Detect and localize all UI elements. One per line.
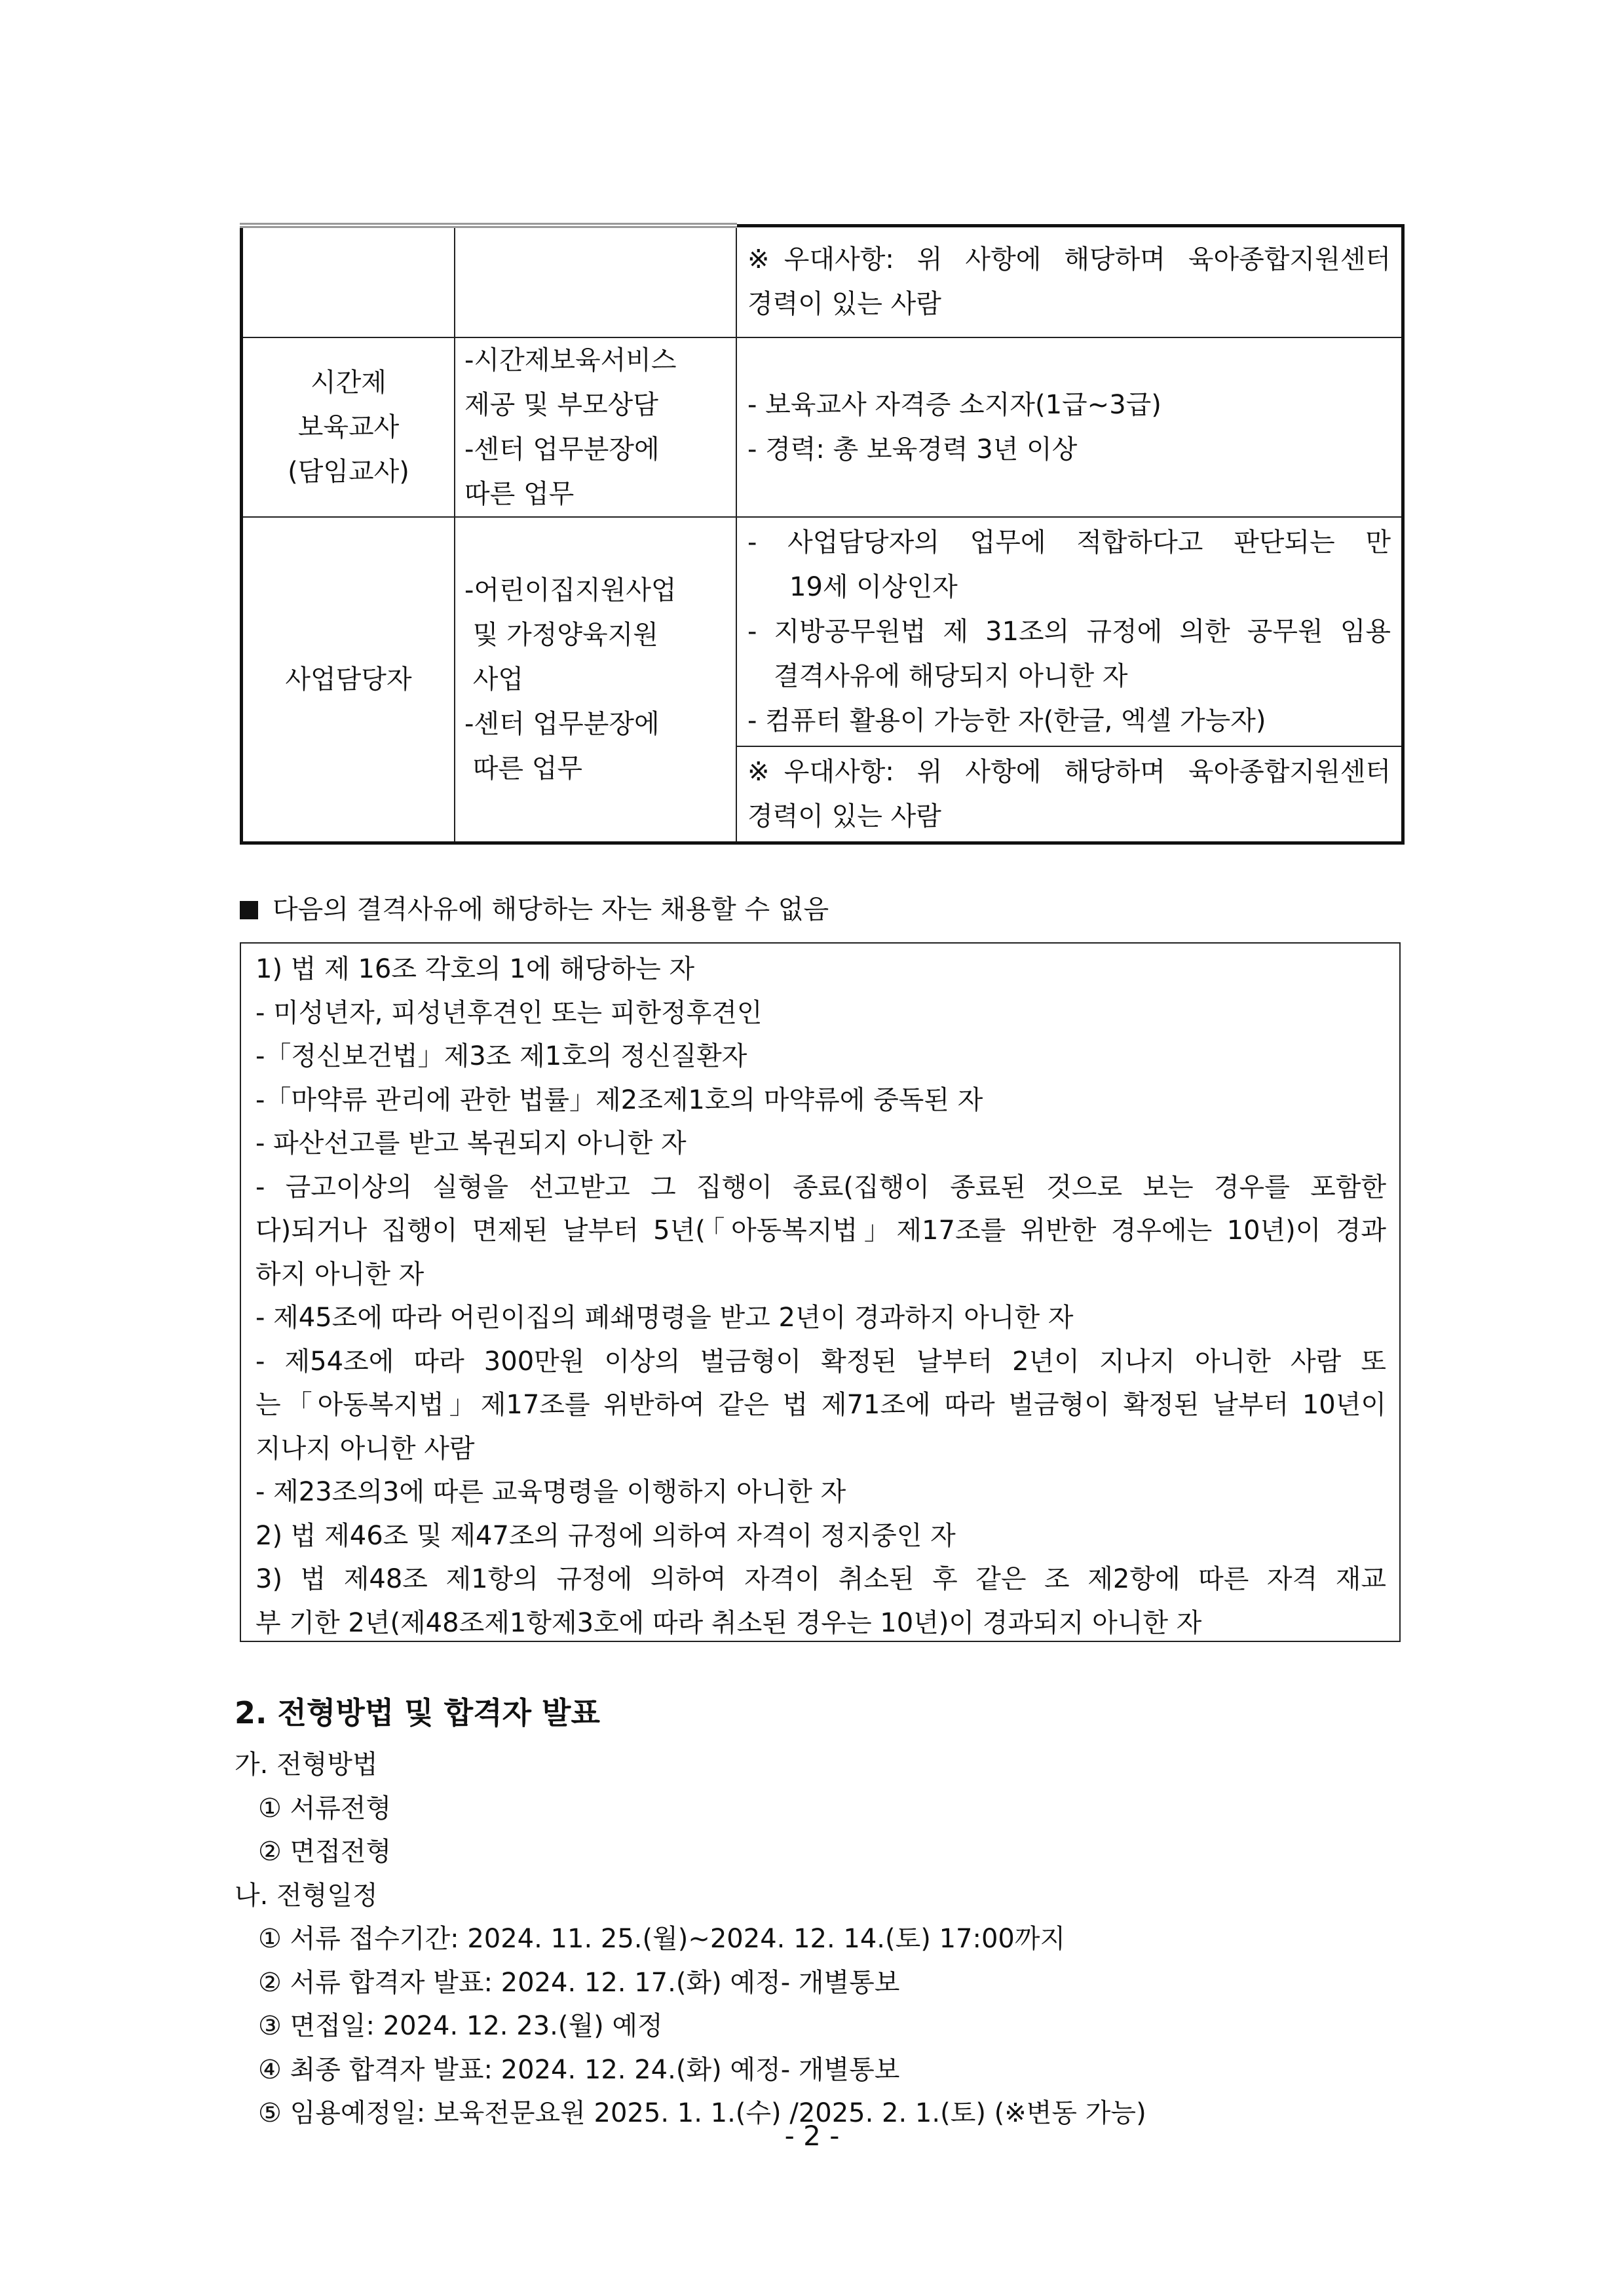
black-square-bullet-icon: [240, 901, 258, 919]
disqualification-line: - 금고이상의 실형을 선고받고 그 집행이 종료(집행이 종료된 것으로 보는 경우를 포함한: [255, 1172, 1386, 1202]
requirement-text: 19세 이상인자: [789, 572, 958, 602]
schedule-heading: 나. 전형일정: [235, 1880, 378, 1911]
role-cell: [242, 337, 455, 517]
method-heading: 가. 전형방법: [235, 1750, 378, 1780]
qualifications-table: [240, 223, 1405, 845]
duty-text: -어린이집지원사업: [464, 575, 677, 605]
requirements-cell: [736, 225, 1403, 337]
duty-text: -센터 업무분장에: [464, 709, 660, 739]
disqualification-line: 3) 법 제48조 제1항의 규정에 의하여 자격이 취소된 후 같은 조 제2항에 따른 자격 재교: [255, 1564, 1386, 1594]
table-row: [242, 225, 1403, 337]
disqualification-line: - 제45조에 따라 어린이집의 폐쇄명령을 받고 2년이 경과하지 아니한 자: [255, 1303, 1074, 1333]
disqualification-box: [240, 942, 1401, 1642]
preference-text: ※우대사항: 위 사항에 해당하며 육아종합지원센터: [747, 757, 1391, 787]
disqualification-line: 부 기한 2년(제48조제1항제3호에 따라 취소된 경우는 10년)이 경과되지 아니한 자: [255, 1607, 1202, 1638]
role-label: (담임교사): [288, 457, 409, 487]
requirement-text: - 경력: 총 보육경력 3년 이상: [747, 434, 1078, 465]
disqualification-line: 다)되거나 집행이 면제된 날부터 5년(「아동복지법」제17조를 위반한 경우에는 10년)이 경과: [255, 1215, 1386, 1246]
duties-cell: [455, 337, 736, 517]
duty-text: 제공 및 부모상담: [464, 390, 658, 420]
duty-text: 사업: [464, 664, 523, 695]
disqualification-line: -「정신보건법」제3조 제1호의 정신질환자: [255, 1041, 747, 1071]
list-item: ① 서류 접수기간: 2024. 11. 25.(월)~2024. 12. 14.(토) 17:00까지: [258, 1924, 1066, 1954]
preference-text: ※우대사항: 위 사항에 해당하며 육아종합지원센터: [747, 244, 1391, 275]
list-item: ⑤ 임용예정일: 보육전문요원 2025. 1. 1.(수) /2025. 2. 1.(토) (※변동 가능): [258, 2098, 1146, 2128]
duties-cell: [455, 517, 736, 843]
requirements-cell: [736, 517, 1403, 843]
disqualification-line: - 제54조에 따라 300만원 이상의 벌금형이 확정된 날부터 2년이 지나지 아니한 사람 또: [255, 1346, 1386, 1377]
list-item: ② 면접전형: [258, 1837, 392, 1867]
disqualification-line: - 제23조의3에 따른 교육명령을 이행하지 아니한 자: [255, 1477, 846, 1507]
preference-text: 경력이 있는 사람: [747, 289, 941, 320]
table-row: [242, 517, 1403, 843]
disqualification-line: 2) 법 제46조 및 제47조의 규정에 의하여 자격이 정지중인 자: [255, 1520, 956, 1551]
table-row: [242, 337, 1403, 517]
disqualification-line: 지나지 아니한 사람: [255, 1433, 475, 1464]
preference-text: 경력이 있는 사람: [747, 801, 941, 832]
requirements-cell: [736, 337, 1403, 517]
duty-text: 및 가정양육지원: [464, 620, 658, 650]
duties-cell: [455, 225, 736, 337]
role-label: 보육교사: [297, 412, 400, 442]
preference-block: [737, 746, 1401, 841]
section-body: [235, 1743, 1146, 2135]
duty-text: -시간제보육서비스: [464, 345, 677, 375]
disqualification-line: 는「아동복지법」제17조를 위반하여 같은 법 제71조에 따라 벌금형이 확정된 날부터 10년이: [255, 1390, 1386, 1420]
disqualification-line: 하지 아니한 자: [255, 1259, 425, 1290]
disqualification-line: 1) 법 제 16조 각호의 1에 해당하는 자: [255, 954, 695, 984]
disqualification-line: - 파산선고를 받고 복권되지 아니한 자: [255, 1128, 687, 1158]
requirement-text: - 지방공무원법 제 31조의 규정에 의한 공무원 임용: [747, 617, 1391, 647]
disqualification-heading-text: 다음의 결격사유에 해당하는 자는 채용할 수 없음: [273, 894, 829, 925]
requirements-list: [737, 518, 1401, 746]
requirement-text: - 컴퓨터 활용이 가능한 자(한글, 엑셀 가능자): [747, 706, 1266, 736]
page-number: - 2 -: [784, 2120, 840, 2152]
list-item: ① 서류전형: [258, 1793, 392, 1824]
list-item: ④ 최종 합격자 발표: 2024. 12. 24.(화) 예정- 개별통보: [258, 2054, 900, 2085]
role-cell: [242, 225, 455, 337]
requirement-text: 결격사유에 해당되지 아니한 자: [774, 661, 1128, 691]
requirement-text: - 사업담당자의 업무에 적합하다고 판단되는 만: [747, 527, 1391, 558]
disqualification-heading: [240, 891, 829, 928]
disqualification-line: -「마약류 관리에 관한 법률」제2조제1호의 마약류에 중독된 자: [255, 1084, 983, 1115]
section-title: 2. 전형방법 및 합격자 발표: [235, 1695, 600, 1731]
list-item: ② 서류 합격자 발표: 2024. 12. 17.(화) 예정- 개별통보: [258, 1967, 900, 1998]
disqualification-line: - 미성년자, 피성년후견인 또는 피한정후견인: [255, 997, 763, 1028]
list-item: ③ 면접일: 2024. 12. 23.(월) 예정: [258, 2011, 663, 2041]
duty-text: 따른 업무: [464, 479, 575, 509]
duty-text: 따른 업무: [464, 754, 582, 784]
role-label: 시간제: [311, 368, 387, 398]
role-cell: 사업담당자: [242, 517, 455, 843]
duty-text: -센터 업무분장에: [464, 434, 660, 465]
requirement-text: - 보육교사 자격증 소지자(1급~3급): [747, 390, 1161, 420]
